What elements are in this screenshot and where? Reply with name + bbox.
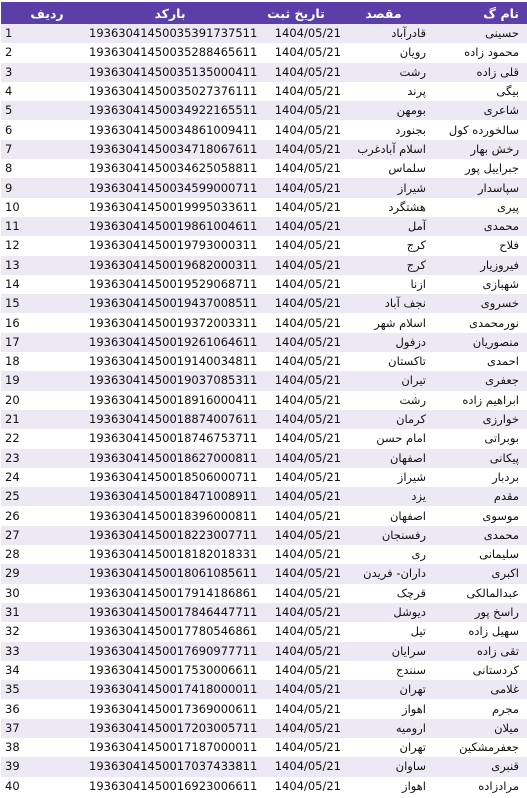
table-row[interactable] — [1, 140, 527, 159]
cell-barcode: 19363041450017846447711 — [89, 605, 258, 620]
cell-index: 21 — [5, 412, 20, 427]
table-row[interactable] — [1, 217, 527, 236]
cell-barcode: 19363041450018506000711 — [89, 469, 258, 484]
cell-date: 1404/05/21 — [274, 296, 341, 311]
table-row[interactable] — [1, 410, 527, 429]
cell-index: 12 — [5, 238, 20, 253]
table-row[interactable] — [1, 449, 527, 468]
cell-name: پیکانی — [489, 450, 519, 465]
table-row[interactable] — [1, 82, 527, 101]
cell-name: شاعری — [483, 103, 519, 118]
cell-barcode: 19363041450018916000411 — [89, 392, 258, 407]
cell-index: 19 — [5, 373, 20, 388]
table-row[interactable] — [1, 564, 527, 583]
cell-barcode: 19363041450034718067611 — [89, 141, 258, 156]
table-row[interactable] — [1, 661, 527, 680]
cell-name: احمدی — [487, 354, 519, 369]
table-row[interactable] — [1, 719, 527, 738]
cell-destination: ازنا — [410, 277, 426, 291]
cell-barcode: 19363041450018874007611 — [89, 412, 258, 427]
cell-name: اکبری — [491, 566, 519, 581]
cell-index: 15 — [5, 296, 20, 311]
cell-destination: تهران — [399, 740, 426, 755]
cell-barcode: 19363041450017418000011 — [89, 682, 258, 697]
table-row[interactable] — [1, 622, 527, 641]
table-row[interactable] — [1, 642, 527, 661]
cell-name: پیری — [496, 199, 519, 214]
cell-date: 1404/05/21 — [274, 585, 341, 600]
cell-name: محمدی — [483, 219, 519, 234]
cell-name: قنبری — [491, 759, 519, 774]
cell-barcode: 19363041450019995033611 — [89, 199, 258, 214]
cell-date: 1404/05/21 — [274, 103, 341, 118]
cell-barcode: 19363041450016923006611 — [89, 778, 258, 793]
cell-destination: تیران — [401, 373, 426, 388]
cell-date: 1404/05/21 — [274, 219, 341, 234]
cell-destination: داران- فریدن — [363, 566, 426, 581]
cell-date: 1404/05/21 — [274, 141, 341, 156]
cell-barcode: 19363041450019793000311 — [89, 238, 258, 253]
cell-barcode: 19363041450017187000011 — [89, 740, 258, 755]
cell-name: تقی زاده — [476, 643, 519, 658]
cell-destination: قادرآباد — [391, 26, 426, 41]
cell-date: 1404/05/21 — [274, 778, 341, 793]
cell-date: 1404/05/21 — [274, 605, 341, 620]
cell-name: خوارزی — [482, 412, 519, 427]
table-row[interactable] — [1, 371, 527, 390]
cell-destination: رشت — [399, 64, 426, 79]
cell-name: جعفری — [485, 373, 519, 388]
cell-name: مرادزاده — [478, 778, 519, 793]
table-row[interactable] — [1, 429, 527, 448]
cell-barcode: 19363041450017369000611 — [89, 701, 258, 716]
cell-date: 1404/05/21 — [274, 257, 341, 272]
cell-index: 1 — [5, 26, 13, 41]
table-row[interactable] — [1, 738, 527, 757]
cell-index: 30 — [5, 585, 20, 600]
column-header-destination[interactable]: مقصد — [365, 5, 402, 21]
cell-index: 29 — [5, 566, 20, 581]
cell-barcode: 19363041450034599000711 — [89, 180, 258, 195]
cell-index: 17 — [5, 334, 20, 349]
cell-barcode: 19363041450018223007711 — [89, 527, 258, 542]
cell-index: 37 — [5, 720, 20, 735]
cell-date: 1404/05/21 — [274, 450, 341, 465]
cell-barcode: 19363041450035027376111 — [89, 84, 258, 99]
cell-barcode: 19363041450034861009411 — [89, 122, 258, 137]
cell-name: فیروزیار — [480, 257, 519, 272]
table-row[interactable] — [1, 487, 527, 506]
cell-name: رخش بهار — [470, 141, 519, 156]
cell-barcode: 19363041450017037433811 — [89, 759, 258, 774]
cell-barcode: 19363041450035391737511 — [89, 26, 258, 41]
table-row[interactable] — [1, 699, 527, 718]
cell-date: 1404/05/21 — [274, 508, 341, 523]
cell-date: 1404/05/21 — [274, 701, 341, 716]
cell-date: 1404/05/21 — [274, 720, 341, 735]
cell-name: راسخ پور — [474, 605, 519, 620]
column-header-barcode[interactable]: بارکد — [154, 5, 186, 21]
cell-name: شهبازی — [482, 277, 519, 291]
cell-index: 32 — [5, 624, 20, 639]
column-header-date[interactable]: تاریخ ثبت — [267, 5, 325, 21]
cell-destination: ارومیه — [395, 720, 426, 735]
cell-date: 1404/05/21 — [274, 238, 341, 253]
cell-name: فلاح — [499, 238, 519, 253]
cell-barcode: 19363041450034922165511 — [89, 103, 258, 118]
cell-name: جعفرمشکین — [459, 740, 519, 755]
table-row[interactable] — [1, 198, 527, 217]
cell-destination: بجنورد — [395, 122, 426, 137]
table-row[interactable] — [1, 526, 527, 545]
cell-barcode: 19363041450019861004611 — [89, 219, 258, 234]
table-body — [1, 24, 527, 796]
cell-index: 26 — [5, 508, 20, 523]
cell-index: 38 — [5, 740, 20, 755]
cell-index: 35 — [5, 682, 20, 697]
table-row[interactable] — [1, 757, 527, 776]
cell-date: 1404/05/21 — [274, 489, 341, 504]
cell-name: سهیل زاده — [468, 624, 519, 639]
table-row[interactable] — [1, 294, 527, 313]
cell-name: موسوی — [482, 508, 519, 523]
cell-barcode: 19363041450018471008911 — [89, 489, 258, 504]
column-header-name[interactable]: نام گ — [483, 5, 519, 21]
cell-index: 5 — [5, 103, 13, 118]
cell-date: 1404/05/21 — [274, 740, 341, 755]
cell-index: 36 — [5, 701, 20, 716]
table-row[interactable] — [1, 313, 527, 332]
cell-name: خسروی — [480, 296, 519, 311]
cell-destination: رفسنجان — [381, 527, 426, 542]
cell-destination: اسلام آبادغرب — [357, 141, 426, 156]
table-row[interactable] — [1, 43, 527, 62]
cell-index: 18 — [5, 354, 20, 369]
table-row[interactable] — [1, 275, 527, 294]
cell-index: 33 — [5, 643, 20, 658]
cell-index: 13 — [5, 257, 20, 272]
cell-barcode: 19363041450019682000311 — [89, 257, 258, 272]
table-row[interactable] — [1, 391, 527, 410]
cell-index: 9 — [5, 180, 13, 195]
cell-barcode: 19363041450018746753711 — [89, 431, 258, 446]
cell-destination: آمل — [407, 219, 426, 234]
cell-destination: سلماس — [388, 161, 426, 176]
cell-barcode: 19363041450017203005711 — [89, 720, 258, 735]
cell-barcode: 19363041450035135000411 — [89, 64, 258, 79]
cell-destination: رشت — [399, 392, 426, 407]
cell-date: 1404/05/21 — [274, 373, 341, 388]
cell-name: عبدالمالکی — [466, 585, 519, 600]
cell-destination: اصفهان — [389, 508, 426, 523]
table-row[interactable] — [1, 468, 527, 487]
cell-destination: سرایان — [391, 643, 426, 658]
cell-name: میلان — [494, 720, 519, 735]
table-row[interactable] — [1, 333, 527, 352]
cell-barcode: 19363041450017530006611 — [89, 662, 258, 677]
cell-name: بردبار — [492, 469, 519, 484]
cell-barcode: 19363041450019437008511 — [89, 296, 258, 311]
cell-index: 40 — [5, 778, 20, 793]
table-row[interactable] — [1, 178, 527, 197]
cell-index: 39 — [5, 759, 20, 774]
cell-date: 1404/05/21 — [274, 759, 341, 774]
cell-index: 22 — [5, 431, 20, 446]
cell-name: بوبراتی — [484, 431, 519, 446]
cell-date: 1404/05/21 — [274, 334, 341, 349]
cell-date: 1404/05/21 — [274, 122, 341, 137]
cell-name: سپاسدار — [477, 180, 519, 195]
cell-destination: اصفهان — [389, 450, 426, 465]
cell-destination: ری — [411, 547, 426, 562]
cell-destination: یزد — [411, 489, 426, 504]
cell-destination: سنندج — [395, 662, 426, 677]
cell-index: 8 — [5, 161, 13, 176]
cell-barcode: 19363041450019372003311 — [89, 315, 258, 330]
cell-name: محمود زاده — [464, 45, 519, 60]
cell-destination: دزفول — [395, 334, 426, 349]
cell-date: 1404/05/21 — [274, 315, 341, 330]
cell-date: 1404/05/21 — [274, 566, 341, 581]
cell-date: 1404/05/21 — [274, 199, 341, 214]
cell-name: محمدی — [483, 527, 519, 542]
cell-destination: امام حسن — [376, 431, 426, 446]
cell-destination: شیراز — [397, 180, 426, 195]
cell-barcode: 19363041450019529068711 — [89, 277, 258, 291]
cell-destination: شیراز — [397, 469, 426, 484]
cell-destination: کرج — [406, 257, 426, 272]
cell-destination: نجف آباد — [384, 296, 426, 311]
cell-index: 25 — [5, 489, 20, 504]
cell-name: سالخورده کول — [448, 122, 519, 137]
table-row[interactable] — [1, 101, 527, 120]
cell-barcode: 19363041450017690977711 — [89, 643, 258, 658]
cell-date: 1404/05/21 — [274, 277, 341, 291]
cell-name: منصوریان — [472, 334, 519, 349]
table-row[interactable] — [1, 603, 527, 622]
cell-index: 6 — [5, 122, 13, 137]
table-row[interactable] — [1, 159, 527, 178]
cell-barcode: 19363041450019140034811 — [89, 354, 258, 369]
cell-index: 4 — [5, 84, 13, 99]
cell-index: 11 — [5, 219, 20, 234]
cell-destination: رویان — [399, 45, 426, 60]
cell-name: حسینی — [485, 26, 519, 41]
cell-destination: بومهن — [396, 103, 426, 118]
cell-destination: کرج — [406, 238, 426, 253]
table-row[interactable] — [1, 584, 527, 603]
table-row[interactable] — [1, 545, 527, 564]
cell-destination: قرچک — [396, 585, 426, 600]
cell-index: 31 — [5, 605, 20, 620]
cell-index: 23 — [5, 450, 20, 465]
table-row[interactable] — [1, 63, 527, 82]
table-row[interactable] — [1, 506, 527, 525]
cell-barcode: 19363041450018396000811 — [89, 508, 258, 523]
column-header-index[interactable]: ردیف — [30, 5, 64, 21]
table-row[interactable] — [1, 256, 527, 275]
cell-date: 1404/05/21 — [274, 180, 341, 195]
cell-destination: اسلام شهر — [374, 315, 426, 330]
cell-destination: هشتگرد — [388, 199, 426, 214]
cell-index: 10 — [5, 199, 20, 214]
cell-date: 1404/05/21 — [274, 643, 341, 658]
cell-destination: کرمان — [396, 412, 426, 427]
cell-name: جبرایيل پور — [465, 161, 519, 176]
cell-date: 1404/05/21 — [274, 26, 341, 41]
table-row[interactable] — [1, 680, 527, 699]
cell-destination: اهواز — [402, 778, 426, 793]
cell-barcode: 19363041450018182018331 — [89, 547, 258, 562]
cell-date: 1404/05/21 — [274, 682, 341, 697]
cell-date: 1404/05/21 — [274, 662, 341, 677]
cell-destination: پرند — [407, 84, 426, 99]
cell-date: 1404/05/21 — [274, 469, 341, 484]
cell-destination: دیوشل — [393, 605, 426, 620]
cell-date: 1404/05/21 — [274, 392, 341, 407]
cell-date: 1404/05/21 — [274, 354, 341, 369]
cell-name: کردستانی — [472, 662, 519, 677]
cell-index: 16 — [5, 315, 20, 330]
cell-index: 3 — [5, 64, 13, 79]
cell-name: سلیمانی — [479, 547, 519, 562]
cell-name: قلی زاده — [476, 64, 519, 79]
cell-name: غلامی — [490, 682, 519, 697]
cell-name: مقدم — [493, 489, 519, 504]
cell-barcode: 19363041450018627000811 — [89, 450, 258, 465]
cell-barcode: 19363041450035288465611 — [89, 45, 258, 60]
cell-date: 1404/05/21 — [274, 45, 341, 60]
cell-date: 1404/05/21 — [274, 527, 341, 542]
cell-barcode: 19363041450019261064611 — [89, 334, 258, 349]
cell-date: 1404/05/21 — [274, 431, 341, 446]
cell-index: 28 — [5, 547, 20, 562]
cell-barcode: 19363041450019037085311 — [89, 373, 258, 388]
table-row[interactable] — [1, 352, 527, 371]
header-row — [1, 2, 527, 24]
cell-index: 24 — [5, 469, 20, 484]
table-row[interactable] — [1, 120, 527, 139]
cell-index: 27 — [5, 527, 20, 542]
cell-date: 1404/05/21 — [274, 624, 341, 639]
cell-date: 1404/05/21 — [274, 84, 341, 99]
cell-destination: اهواز — [402, 701, 426, 716]
shipment-table — [1, 2, 527, 796]
cell-barcode: 19363041450034625058811 — [89, 161, 258, 176]
cell-name: ابراهیم زاده — [462, 392, 519, 407]
table-row[interactable] — [1, 24, 527, 43]
cell-index: 7 — [5, 141, 13, 156]
cell-date: 1404/05/21 — [274, 412, 341, 427]
cell-date: 1404/05/21 — [274, 161, 341, 176]
table-row[interactable] — [1, 777, 527, 796]
cell-barcode: 19363041450018061085611 — [89, 566, 258, 581]
cell-barcode: 19363041450017780546861 — [89, 624, 258, 639]
cell-destination: تهران — [399, 682, 426, 697]
cell-date: 1404/05/21 — [274, 64, 341, 79]
cell-index: 34 — [5, 662, 20, 677]
cell-index: 20 — [5, 392, 20, 407]
cell-name: بیگی — [496, 84, 519, 99]
table-header — [1, 2, 527, 24]
cell-destination: تاکستان — [388, 354, 426, 369]
cell-index: 2 — [5, 45, 13, 60]
cell-barcode: 19363041450017914186861 — [89, 585, 258, 600]
table-row[interactable] — [1, 236, 527, 255]
cell-index: 14 — [5, 277, 20, 291]
cell-date: 1404/05/21 — [274, 547, 341, 562]
cell-name: مجرم — [491, 701, 519, 716]
cell-destination: ساوان — [395, 759, 426, 774]
cell-destination: تیل — [410, 624, 426, 639]
cell-name: نورمحمدی — [469, 315, 519, 330]
